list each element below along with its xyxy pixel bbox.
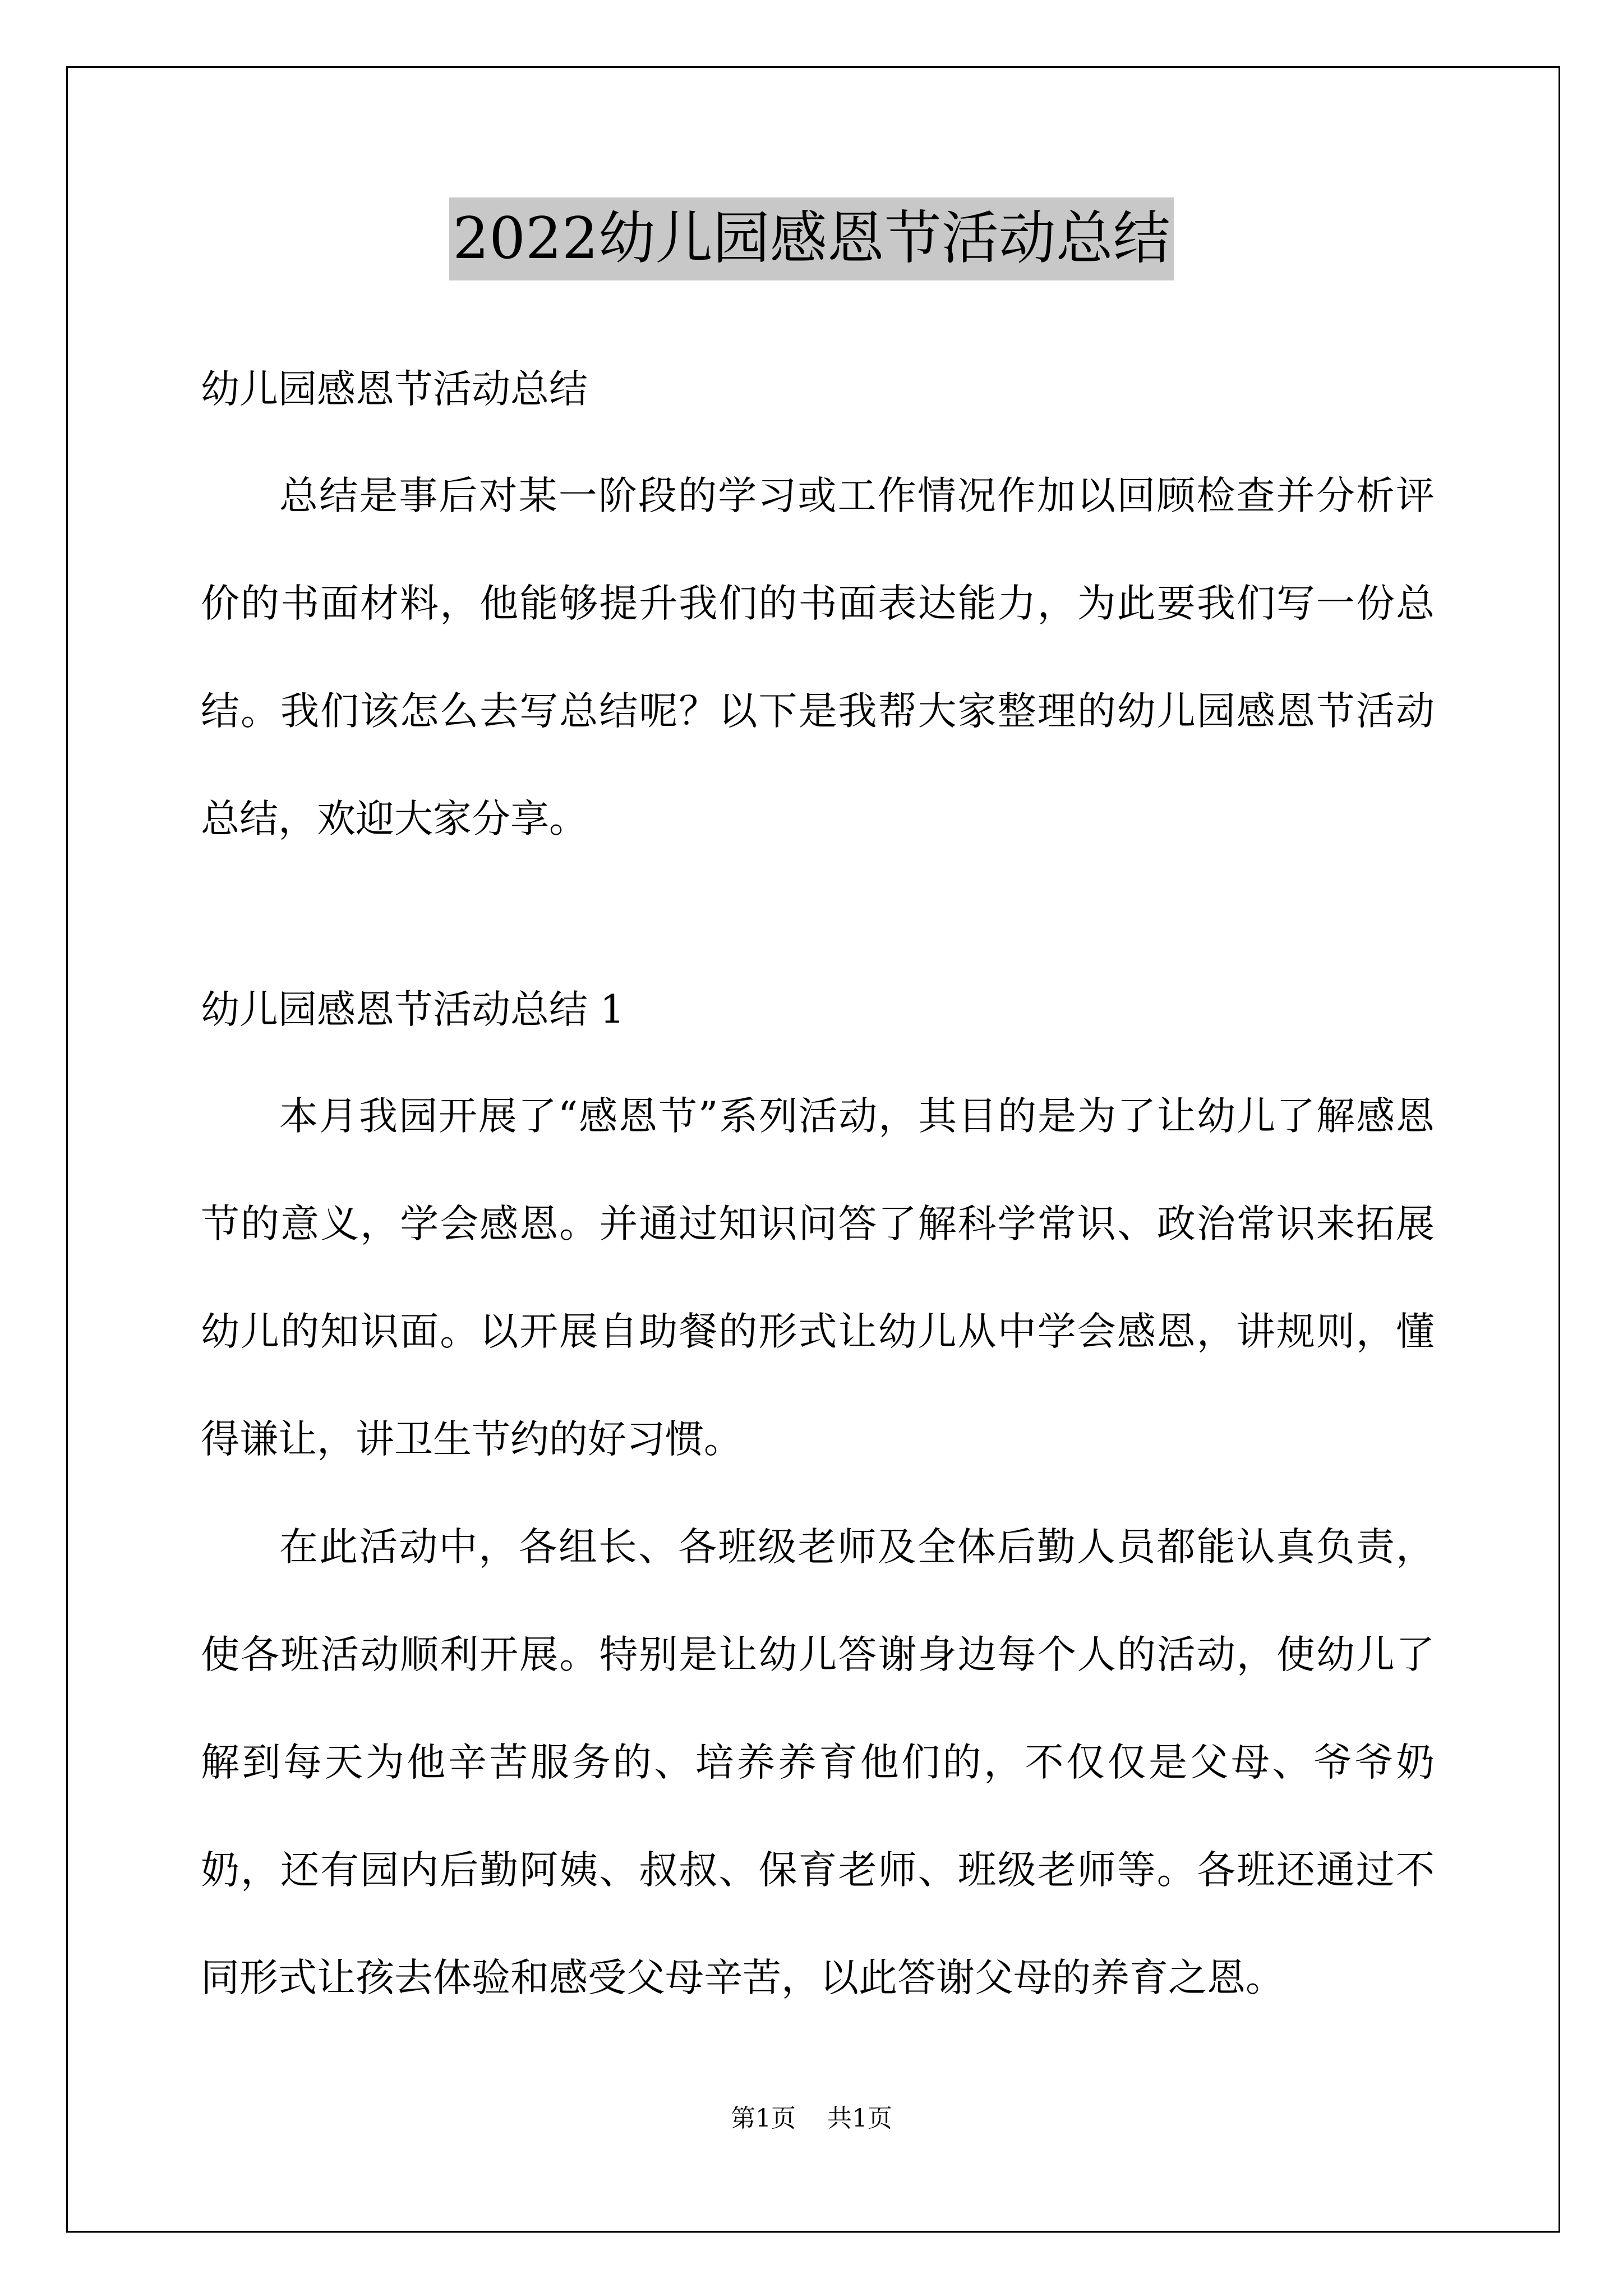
- body-paragraph: 在此活动中，各组长、各班级老师及全体后勤人员都能认真负责，使各班活动顺利开展。特别是让幼儿答谢身边每个人的活动，使幼儿了解到每天为他辛苦服务的、培养养育他们的，不仅仅是父母、爷爷奶奶，还有园内后勤阿姨、叔叔、保育老师、班级老师等。各班还通过不同形式让孩去体验和感受父母辛苦，以此答谢父母的养育之恩。: [201, 1525, 1435, 2000]
- subtitle: 幼儿园感恩节活动总结: [201, 367, 588, 412]
- title-container: [0, 197, 1623, 280]
- intro-paragraph: 总结是事后对某一阶段的学习或工作情况作加以回顾检查并分析评价的书面材料，他能够提升我们的书面表达能力，为此要我们写一份总结。我们该怎么去写总结呢？以下是我帮大家整理的幼儿园感恩节活动总结，欢迎大家分享。: [201, 473, 1435, 841]
- section-spacer: [201, 873, 1435, 957]
- body-paragraph: 本月我园开展了“感恩节”系列活动，其目的是为了让幼儿了解感恩节的意义，学会感恩。并通过知识问答了解科学常识、政治常识来拓展幼儿的知识面。以开展自助餐的形式让幼儿从中学会感恩，讲规则，懂得谦让，讲卫生节约的好习惯。: [201, 1094, 1435, 1462]
- section-heading: 幼儿园感恩节活动总结 1: [201, 987, 625, 1032]
- page-footer: [0, 2098, 1623, 2134]
- document-title: 2022幼儿园感恩节活动总结: [449, 197, 1174, 280]
- page-total: 共1页: [827, 2104, 892, 2133]
- page-number: 第1页: [731, 2104, 796, 2133]
- document-body: [201, 337, 1435, 2032]
